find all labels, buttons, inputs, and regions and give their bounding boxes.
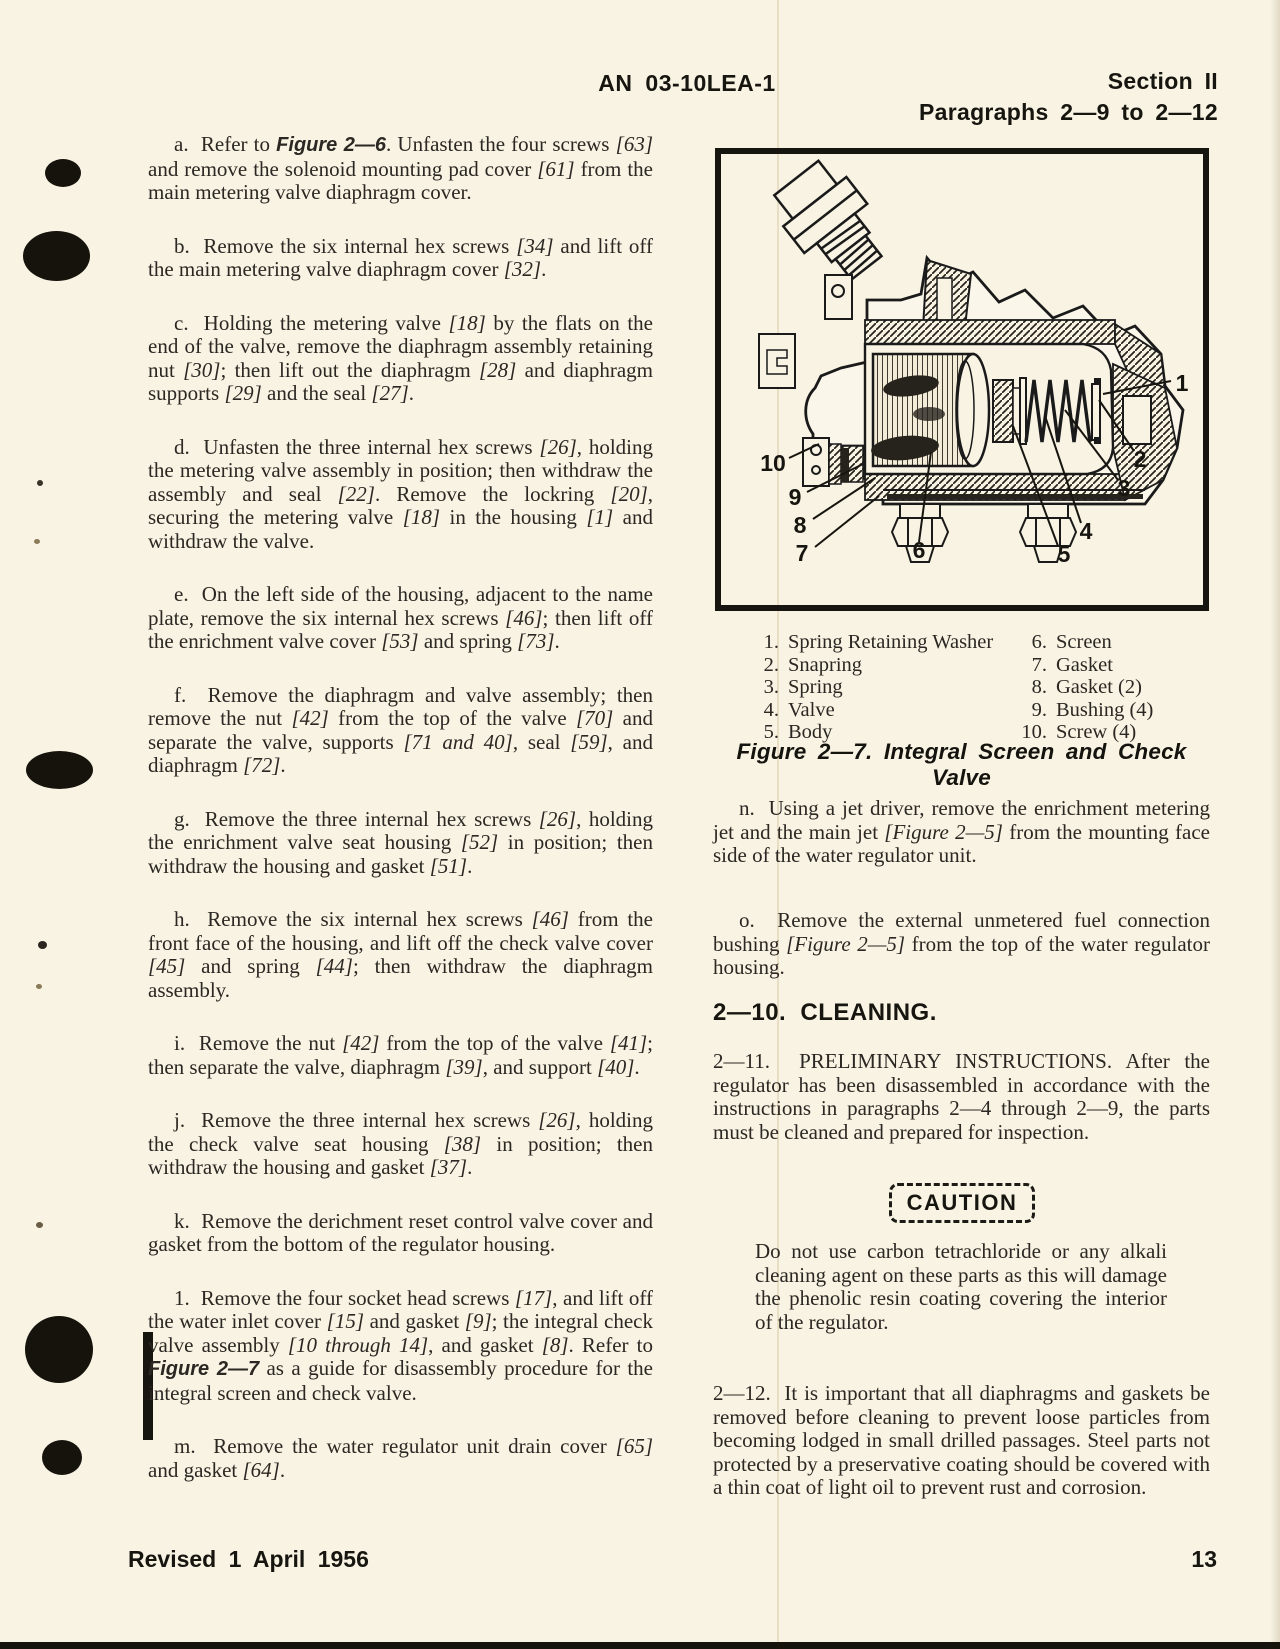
binder-hole-dot bbox=[26, 751, 93, 789]
figure-caption: Figure 2—7. Integral Screen and Check Valve bbox=[736, 739, 1187, 790]
legend-item bbox=[745, 631, 993, 654]
text-run: in the housing bbox=[440, 505, 587, 529]
legend-item-label: Screw (4) bbox=[1056, 721, 1137, 743]
paragraph-d bbox=[148, 436, 653, 554]
text-run: j. Remove the three internal hex screws bbox=[174, 1108, 539, 1132]
text-run: g. Remove the three internal hex screws bbox=[174, 806, 539, 831]
index-number-ref: [1] bbox=[586, 505, 614, 529]
index-number-ref: [18] bbox=[402, 505, 441, 529]
text-run: c. Holding the metering valve bbox=[174, 310, 449, 335]
binder-hole-dot bbox=[23, 231, 90, 281]
text-run: , securing the metering valve bbox=[148, 481, 654, 529]
legend-item-number: 1. bbox=[763, 631, 779, 653]
text-run: 2—11. PRELIMINARY INSTRUCTIONS. After the regulator has been disassembled in accordance with the instructions in paragraphs 2—4 through 2—9, the parts must be cleaned and prepared for inspection. bbox=[713, 1049, 1210, 1144]
figure-ref: Figure 2—7 bbox=[148, 1358, 260, 1380]
index-number-ref: [10 through 14] bbox=[287, 1332, 429, 1357]
check-valve bbox=[993, 380, 1013, 442]
text-run: from the main metering valve diaphragm cover. bbox=[148, 156, 653, 204]
text-run: and the seal bbox=[261, 381, 372, 405]
legend-item bbox=[1013, 699, 1153, 722]
text-run: , and diaphragm bbox=[148, 729, 653, 777]
index-number-ref: [Figure 2—5] bbox=[884, 819, 1003, 844]
callout-7: 7 bbox=[795, 540, 809, 566]
index-number-ref: [42] bbox=[342, 1031, 380, 1055]
legend-item-label: Snapring bbox=[788, 653, 863, 676]
text-run: from the top of the valve bbox=[328, 706, 576, 730]
footer-page-number: 13 bbox=[1191, 1546, 1217, 1572]
text-run: h. Remove the six internal hex screws bbox=[174, 907, 532, 931]
paragraph-f bbox=[148, 684, 653, 778]
text-run: and gasket bbox=[148, 1457, 243, 1482]
text-run: . bbox=[280, 753, 286, 777]
text-run: by the flats on the end of the valve, remove the diaphragm assembly retaining nut bbox=[148, 310, 653, 382]
index-number-ref: [37] bbox=[429, 1155, 468, 1179]
legend-item bbox=[1013, 631, 1153, 654]
legend-item-number: 2. bbox=[763, 653, 779, 676]
index-number-ref: [40] bbox=[597, 1054, 635, 1079]
text-run: . bbox=[467, 853, 473, 878]
text-run: from the top of the valve bbox=[379, 1031, 610, 1055]
legend-item-number: 9. bbox=[1031, 698, 1047, 721]
paragraph-2-11 bbox=[713, 1050, 1210, 1144]
paragraph-a bbox=[148, 133, 653, 205]
index-number-ref: [45] bbox=[148, 954, 186, 978]
index-number-ref: [8] bbox=[541, 1332, 569, 1357]
text-run: from the front face of the housing, and lift off the check valve cover bbox=[148, 907, 653, 955]
legend-item-label: Spring bbox=[788, 676, 843, 698]
paragraph-l bbox=[148, 1287, 653, 1406]
index-number-ref: [70] bbox=[576, 706, 614, 730]
index-number-ref: [27] bbox=[371, 381, 409, 405]
text-run: 2—12. It is important that all diaphragms and gaskets be removed before cleaning to prevent loose particles from becoming lodged in small drilled passages. Steel parts not protected by a preservative coating should be covered with a thin coat of light oil to prevent rust and corrosion. bbox=[713, 1381, 1210, 1499]
text-run: o. Remove the external unmetered fuel connection bushing bbox=[713, 908, 1210, 956]
index-number-ref: [39] bbox=[445, 1054, 483, 1079]
text-run: ; then withdraw the diaphragm assembly. bbox=[148, 954, 653, 1002]
index-number-ref: [17] bbox=[514, 1285, 553, 1310]
paragraph-2-12 bbox=[713, 1382, 1210, 1500]
legend-item bbox=[745, 676, 993, 699]
index-number-ref: [72] bbox=[243, 753, 281, 777]
paragraph-o bbox=[713, 909, 1210, 980]
paragraph-c bbox=[148, 312, 653, 406]
cover-bracket bbox=[825, 275, 852, 319]
figure-legend-right bbox=[1013, 631, 1153, 744]
text-run: . Unfasten the four screws bbox=[386, 132, 616, 156]
text-run: d. Unfasten the three internal hex screws bbox=[174, 434, 540, 459]
index-number-ref: [52] bbox=[460, 830, 499, 854]
paragraph-b bbox=[148, 235, 653, 282]
index-number-ref: [59] bbox=[570, 729, 608, 754]
index-number-ref: [26] bbox=[538, 1108, 576, 1132]
index-number-ref: [42] bbox=[291, 706, 329, 730]
index-number-ref: [28] bbox=[478, 357, 517, 382]
figure-2-7-drawing bbox=[715, 148, 1209, 611]
header-section: Section II bbox=[1107, 68, 1218, 94]
index-number-ref: [Figure 2—5] bbox=[786, 931, 906, 956]
index-number-ref: [38] bbox=[443, 1131, 482, 1156]
inlet-fitting bbox=[765, 153, 898, 292]
callout-1: 1 bbox=[1175, 370, 1189, 396]
text-run: and withdraw the valve. bbox=[148, 505, 653, 553]
caution-box bbox=[889, 1183, 1035, 1223]
text-run: from the top of the water regulator housing. bbox=[713, 931, 1211, 979]
index-number-ref: [26] bbox=[538, 806, 577, 831]
paragraph-n bbox=[713, 797, 1210, 868]
text-run: and gasket bbox=[364, 1309, 465, 1333]
text-run: . Remove the lockring bbox=[374, 481, 611, 506]
text-run: . bbox=[279, 1457, 286, 1482]
index-number-ref: [26] bbox=[539, 434, 577, 459]
paper-speck bbox=[37, 480, 43, 486]
text-run: ; then lift out the diaphragm bbox=[220, 357, 479, 382]
heading-cleaning: 2—10. CLEANING. bbox=[713, 999, 937, 1026]
text-run: , and gasket bbox=[428, 1332, 542, 1357]
paper-speck bbox=[36, 1222, 43, 1228]
index-number-ref: [73] bbox=[517, 629, 555, 653]
legend-item-number: 5. bbox=[763, 721, 779, 743]
legend-item-number: 3. bbox=[763, 676, 779, 698]
paragraph-h bbox=[148, 908, 653, 1002]
page-edge-shadow bbox=[1270, 0, 1280, 1649]
legend-item-label: Gasket bbox=[1056, 653, 1113, 676]
text-run: k. Remove the derichment reset control valve cover and gasket from the bottom of the regulator housing. bbox=[148, 1208, 653, 1256]
text-run: f. Remove the diaphragm and valve assembly; then remove the nut bbox=[148, 682, 653, 730]
index-number-ref: [64] bbox=[242, 1457, 280, 1482]
callout-6: 6 bbox=[912, 537, 926, 563]
text-run: . bbox=[408, 381, 415, 405]
index-number-ref: [34] bbox=[516, 233, 554, 258]
legend-item-label: Bushing (4) bbox=[1056, 698, 1154, 721]
text-run: m. Remove the water regulator unit drain cover bbox=[174, 1434, 616, 1458]
screen-cylinder bbox=[870, 354, 989, 466]
text-run: ; the integral check valve assembly bbox=[148, 1309, 654, 1357]
text-run: and spring bbox=[418, 629, 518, 653]
legend-item-number: 8. bbox=[1031, 676, 1047, 698]
index-number-ref: [9] bbox=[464, 1309, 492, 1333]
index-number-ref: [32] bbox=[503, 257, 542, 281]
header-doc-number: AN 03-10LEA-1 bbox=[598, 70, 776, 96]
paragraph-e bbox=[148, 583, 653, 654]
text-run: and diaphragm supports bbox=[148, 357, 653, 405]
callout-10: 10 bbox=[760, 450, 786, 476]
paper-speck bbox=[34, 539, 40, 544]
legend-item-label: Body bbox=[788, 721, 833, 743]
callout-5: 5 bbox=[1057, 541, 1071, 567]
index-number-ref: [20] bbox=[610, 481, 648, 506]
binder-hole-dot bbox=[25, 1316, 93, 1383]
text-run: in position; then withdraw the housing and gasket bbox=[148, 830, 654, 878]
binder-hole-dot bbox=[45, 159, 81, 187]
index-number-ref: [15] bbox=[326, 1309, 364, 1333]
text-run: . bbox=[634, 1054, 640, 1079]
callout-9: 9 bbox=[788, 484, 802, 510]
text-run: from the mounting face side of the water regulator unit. bbox=[713, 819, 1210, 867]
legend-item bbox=[745, 699, 993, 722]
index-number-ref: [41] bbox=[609, 1031, 648, 1055]
index-number-ref: [65] bbox=[615, 1434, 653, 1458]
legend-item bbox=[1013, 676, 1153, 699]
index-number-ref: [46] bbox=[505, 605, 543, 630]
text-run: . bbox=[467, 1155, 473, 1179]
header-paragraph-range: Paragraphs 2—9 to 2—12 bbox=[919, 99, 1218, 125]
text-run: , holding the metering valve assembly in position; then withdraw the assembly and seal bbox=[148, 434, 653, 506]
text-run: 1. Remove the four socket head screws bbox=[174, 1285, 515, 1310]
index-number-ref: [71 and 40] bbox=[403, 729, 513, 754]
figure-legend-left bbox=[745, 631, 993, 744]
callout-8: 8 bbox=[793, 512, 807, 538]
index-number-ref: [22] bbox=[337, 481, 375, 506]
text-run: as a guide for disassembly procedure for the integral screen and check valve. bbox=[148, 1356, 653, 1405]
legend-item-label: Gasket (2) bbox=[1056, 676, 1142, 698]
binder-hole-dot bbox=[42, 1440, 82, 1475]
text-run: ; then separate the valve, diaphragm bbox=[148, 1031, 654, 1079]
text-run: n. Using a jet driver, remove the enrichment metering jet and the main jet bbox=[713, 796, 1210, 844]
text-run: in position; then withdraw the housing and gasket bbox=[148, 1131, 654, 1179]
text-run: , seal bbox=[512, 729, 571, 754]
index-number-ref: [29] bbox=[224, 381, 262, 405]
caution-body-text bbox=[755, 1240, 1167, 1334]
legend-item bbox=[1013, 654, 1153, 677]
callout-3: 3 bbox=[1117, 475, 1131, 501]
paragraph-m bbox=[148, 1435, 653, 1482]
legend-item-label: Valve bbox=[788, 698, 835, 721]
callout-4: 4 bbox=[1079, 518, 1093, 544]
legend-item-number: 4. bbox=[763, 698, 779, 721]
text-run: a. Refer to bbox=[174, 132, 277, 156]
callout-2: 2 bbox=[1133, 446, 1147, 472]
paragraph-g bbox=[148, 808, 653, 879]
text-run: . Refer to bbox=[568, 1332, 653, 1357]
left-boss bbox=[759, 334, 795, 388]
text-run: b. Remove the six internal hex screws bbox=[174, 233, 517, 258]
index-number-ref: [53] bbox=[381, 629, 419, 653]
paragraph-j bbox=[148, 1109, 653, 1180]
legend-item-label: Screen bbox=[1056, 631, 1112, 653]
index-number-ref: [61] bbox=[537, 156, 575, 181]
legend-item bbox=[745, 654, 993, 677]
scan-bottom-edge bbox=[0, 1642, 1280, 1649]
text-run: . bbox=[554, 629, 560, 653]
upper-wall-section bbox=[865, 320, 1115, 344]
legend-item-number: 6. bbox=[1031, 631, 1047, 653]
footer-revision-date: Revised 1 April 1956 bbox=[128, 1546, 369, 1572]
legend-item-number: 7. bbox=[1031, 653, 1047, 676]
text-run: , and lift off the water inlet cover bbox=[148, 1285, 653, 1333]
paper-speck bbox=[38, 941, 47, 949]
legend-item-number: 10. bbox=[1021, 721, 1047, 743]
caution-label: CAUTION bbox=[906, 1190, 1018, 1215]
text-run: i. Remove the nut bbox=[174, 1031, 343, 1055]
text-run: , and support bbox=[482, 1054, 598, 1079]
text-run: and remove the solenoid mounting pad cover bbox=[148, 156, 538, 181]
text-run: e. On the left side of the housing, adjacent to the name plate, remove the six internal hex screws bbox=[148, 582, 653, 630]
figure-ref: Figure 2—6 bbox=[276, 134, 386, 156]
text-run: ; then lift off the enrichment valve cover bbox=[148, 605, 653, 653]
paragraph-i bbox=[148, 1032, 653, 1079]
paragraph-k bbox=[148, 1210, 653, 1257]
text-run: Do not use carbon tetrachloride or any alkali cleaning agent on these parts as this will damage the phenolic resin coating covering the interior of the regulator. bbox=[755, 1239, 1167, 1334]
legend-item-label: Spring Retaining Washer bbox=[788, 631, 994, 653]
text-run: and lift off the main metering valve diaphragm cover bbox=[148, 233, 653, 281]
index-number-ref: [30] bbox=[183, 357, 221, 382]
index-number-ref: [51] bbox=[429, 853, 468, 878]
index-number-ref: [46] bbox=[531, 907, 569, 931]
index-number-ref: [63] bbox=[615, 132, 653, 156]
text-run: and separate the valve, supports bbox=[148, 706, 654, 754]
text-run: and spring bbox=[185, 954, 316, 978]
text-run: . bbox=[541, 257, 547, 281]
index-number-ref: [18] bbox=[448, 310, 486, 335]
index-number-ref: [44] bbox=[315, 954, 353, 978]
paper-speck bbox=[36, 984, 42, 989]
text-run: , holding the check valve seat housing bbox=[148, 1108, 654, 1156]
right-body-notch bbox=[1123, 396, 1151, 444]
left-column bbox=[148, 133, 653, 1512]
text-run: , holding the enrichment valve seat housing bbox=[148, 806, 654, 854]
